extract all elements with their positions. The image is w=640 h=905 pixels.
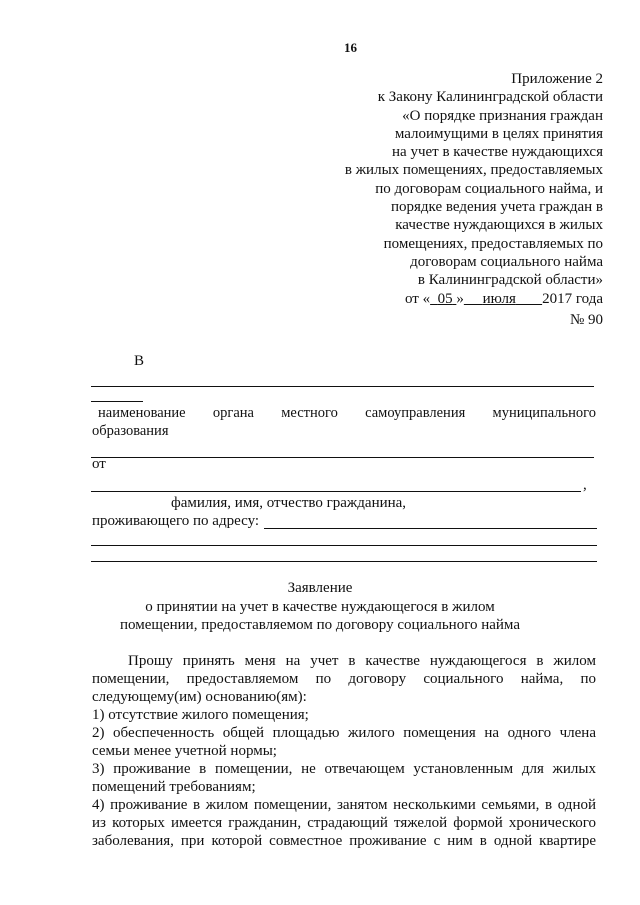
fio-caption: фамилия, имя, отчество гражданина, xyxy=(171,495,407,511)
address-line-3[interactable] xyxy=(91,561,597,562)
body-line: помещений требованиям; xyxy=(92,779,256,795)
appendix-line: на учет в качестве нуждающихся xyxy=(392,144,603,161)
appendix-line: «О порядке признания граждан xyxy=(402,107,603,124)
caption-word: наименование xyxy=(98,405,186,421)
fio-comma: , xyxy=(583,477,587,493)
body-line: заболевания, при которой совместное проживание с ним в одной квартире xyxy=(92,833,596,849)
body-line: помещении, предоставляемом по договору социального найма, по xyxy=(92,671,596,687)
appendix-line: по договорам социального найма, и xyxy=(375,180,603,197)
caption-word: муниципального xyxy=(492,405,596,421)
to-label: В xyxy=(134,353,145,369)
body-line: семьи менее учетной нормы; xyxy=(92,743,277,759)
appendix-line: договорам социального найма xyxy=(410,253,603,270)
date-day-close: » xyxy=(456,290,464,307)
appendix-line: Приложение 2 xyxy=(511,71,603,87)
appendix-date xyxy=(303,290,603,308)
caption-word: самоуправления xyxy=(365,405,466,421)
body-line: из которых имеется гражданин, страдающий тяжелой формой хронического xyxy=(92,815,596,831)
date-day: 05 xyxy=(437,290,453,307)
date-prefix: от xyxy=(405,290,419,307)
appendix-number: № 90 xyxy=(569,311,603,328)
body-line: 4) проживание в жилом помещении, занятом несколькими семьями, в одной xyxy=(92,797,596,813)
caption-word: местного xyxy=(281,405,338,421)
appendix-line: малоимущими в целях принятия xyxy=(394,125,603,142)
appendix-header xyxy=(303,70,603,329)
address-label: проживающего по адресу: xyxy=(92,513,260,529)
statement-subtitle-2: помещении, предоставляемом по договору социального найма xyxy=(120,617,520,633)
address-line-2[interactable] xyxy=(91,545,597,546)
appendix-line: к Закону Калининградской области xyxy=(377,89,603,106)
org-caption xyxy=(98,405,596,422)
body-line: Прошу принять меня на учет в качестве нуждающегося в жилом xyxy=(128,653,596,669)
date-year: 2017 года xyxy=(542,290,603,307)
org-caption-line2: образования xyxy=(92,423,169,439)
appendix-line: порядке ведения учета граждан в xyxy=(391,199,603,216)
date-month: июля xyxy=(482,290,516,307)
body-line: 3) проживание в помещении, не отвечающем установленным для жилых xyxy=(92,761,596,777)
date-day-open: « xyxy=(422,290,431,307)
caption-word: органа xyxy=(212,405,254,421)
statement-subtitle-1: о принятии на учет в качестве нуждающегося в жилом xyxy=(145,599,495,615)
body-line: следующему(им) основанию(ям): xyxy=(92,689,307,705)
appendix-line: помещениях, предоставляемых по xyxy=(383,235,603,252)
page-number: 16 xyxy=(344,40,357,55)
appendix-line: в жилых помещениях, предоставляемых xyxy=(344,162,603,179)
org-line-short[interactable] xyxy=(91,401,143,402)
statement-title: Заявление xyxy=(287,580,353,596)
fio-line[interactable] xyxy=(91,491,581,492)
org-line[interactable] xyxy=(91,386,594,387)
appendix-line: в Калининградской области» xyxy=(417,272,603,289)
appendix-line: качестве нуждающихся в жилых xyxy=(395,217,603,234)
body-line: 2) обеспеченность общей площадью жилого помещения на одного члена xyxy=(92,725,596,741)
org-line-2[interactable] xyxy=(91,457,594,458)
body-item-1: 1) отсутствие жилого помещения; xyxy=(92,707,309,723)
from-label: от xyxy=(92,456,106,472)
address-line-1[interactable] xyxy=(264,528,597,529)
